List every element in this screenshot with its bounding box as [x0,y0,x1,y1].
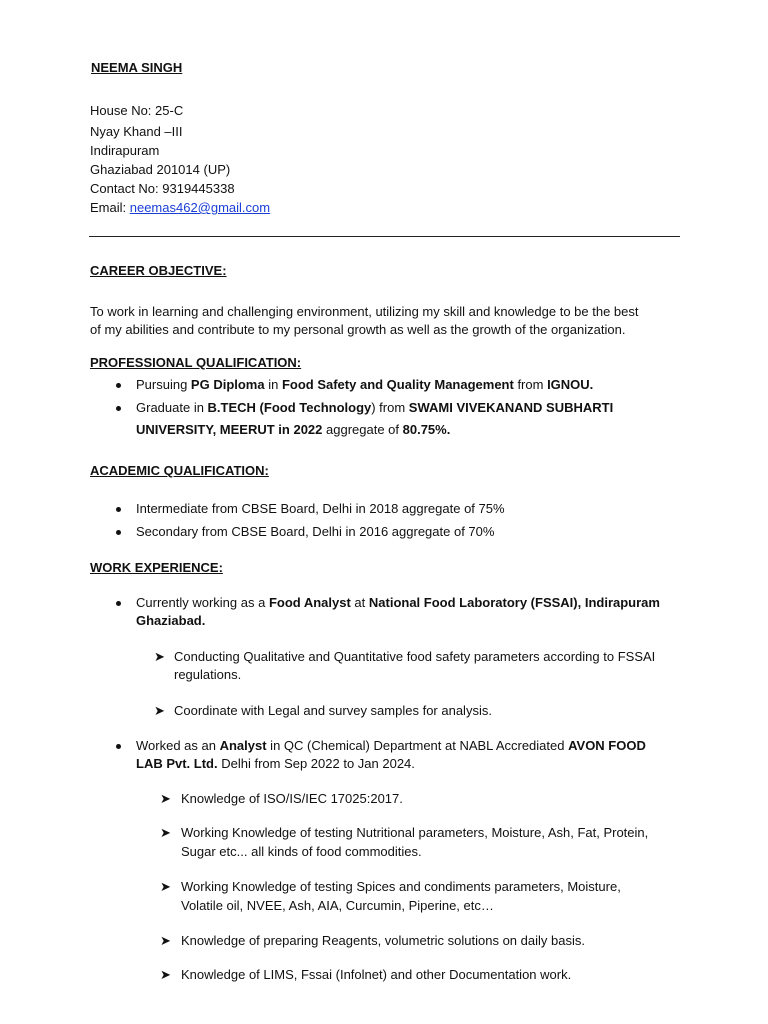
text-run: Pursuing [136,377,191,392]
candidate-name: NEEMA SINGH [91,60,183,75]
job-2-line-2 [136,756,415,771]
bullet-dot-icon [116,383,121,388]
text-run: Food Analyst [268,595,351,610]
text-run: PG Diploma [190,377,265,392]
job-2-line-1 [136,738,646,753]
text-run: IGNOU. [547,377,594,392]
bullet-dot-icon [116,744,121,749]
job-1-duty-2: Coordinate with Legal and survey samples for analysis. [174,703,492,718]
email-line [90,200,270,215]
job-1-duty-1-line-1: Conducting Qualitative and Quantitative food safety parameters according to FSSAI [174,649,656,664]
job-1-duty-1-line-2: regulations. [174,667,242,682]
text-run: ) from [371,400,409,415]
job-1-line-2: Ghaziabad. [136,613,206,628]
address-line-city: Ghaziabad 201014 (UP) [90,162,231,177]
text-run: in [264,377,282,392]
text-run: LAB Pvt. Ltd. [136,756,218,771]
address-line-area: Indirapuram [90,143,160,158]
bullet-dot-icon [116,406,121,411]
header-divider [89,236,680,237]
career-objective-line-1: To work in learning and challenging environment, utilizing my skill and knowledge to be the best [90,304,639,319]
academic-qualification-heading: ACADEMIC QUALIFICATION: [90,463,269,478]
text-run: Graduate in [136,400,208,415]
job-2-duty-2-line-1: Working Knowledge of testing Nutritional parameters, Moisture, Ash, Fat, Protein, [181,825,649,840]
academic-item-intermediate: Intermediate from CBSE Board, Delhi in 2018 aggregate of 75% [136,501,505,516]
arrow-bullet-icon: ➤ [154,703,165,718]
text-run: Delhi from Sep 2022 to Jan 2024. [217,756,415,771]
text-run: 80.75%. [402,422,451,437]
bullet-dot-icon [116,507,121,512]
text-run: Food Safety and Quality Management [281,377,514,392]
address-line-street: Nyay Khand –III [90,124,183,139]
job-1-line-1 [136,595,660,610]
job-2-duty-5: Knowledge of LIMS, Fssai (Infolnet) and other Documentation work. [181,967,572,982]
text-run: Worked as an [136,738,220,753]
text-run: National Food Laboratory (FSSAI), Indirapuram [368,595,660,610]
career-objective-heading: CAREER OBJECTIVE: [90,263,227,278]
arrow-bullet-icon: ➤ [160,825,171,840]
job-2-duty-1: Knowledge of ISO/IS/IEC 17025:2017. [181,791,403,806]
academic-item-secondary: Secondary from CBSE Board, Delhi in 2016 aggregate of 70% [136,524,495,539]
professional-item-1 [136,377,593,392]
bullet-dot-icon [116,601,121,606]
text-run: SWAMI VIVEKANAND SUBHARTI [408,400,614,415]
text-run: Currently working as a [136,595,269,610]
career-objective-line-2: of my abilities and contribute to my personal growth as well as the growth of the organization. [90,322,626,337]
text-run: AVON FOOD [568,738,646,753]
text-run: at [350,595,369,610]
text-run: in QC (Chemical) Department at NABL Accrediated [266,738,569,753]
email-link[interactable]: neemas462@gmail.com [129,200,271,215]
professional-item-2-line-1 [136,400,613,415]
text-run: B.TECH (Food Technology [207,400,372,415]
arrow-bullet-icon: ➤ [160,933,171,948]
job-2-duty-3-line-1: Working Knowledge of testing Spices and condiments parameters, Moisture, [181,879,621,894]
address-line-house: House No: 25-C [90,103,184,118]
professional-qualification-heading: PROFESSIONAL QUALIFICATION: [90,355,302,370]
arrow-bullet-icon: ➤ [160,791,171,806]
text-run: UNIVERSITY, MEERUT in 2022 [136,422,323,437]
job-2-duty-2-line-2: Sugar etc... all kinds of food commodities. [181,844,422,859]
professional-item-2-line-2 [136,422,450,437]
arrow-bullet-icon: ➤ [160,879,171,894]
text-run: from [513,377,548,392]
arrow-bullet-icon: ➤ [154,649,165,664]
work-experience-heading: WORK EXPERIENCE: [90,560,223,575]
text-run: aggregate of [322,422,403,437]
job-2-duty-4: Knowledge of preparing Reagents, volumetric solutions on daily basis. [181,933,585,948]
arrow-bullet-icon: ➤ [160,967,171,982]
email-label: Email: [90,200,130,215]
job-2-duty-3-line-2: Volatile oil, NVEE, Ash, AIA, Curcumin, Piperine, etc… [181,898,494,913]
bullet-dot-icon [116,530,121,535]
text-run: Analyst [219,738,267,753]
contact-number: Contact No: 9319445338 [90,181,235,196]
